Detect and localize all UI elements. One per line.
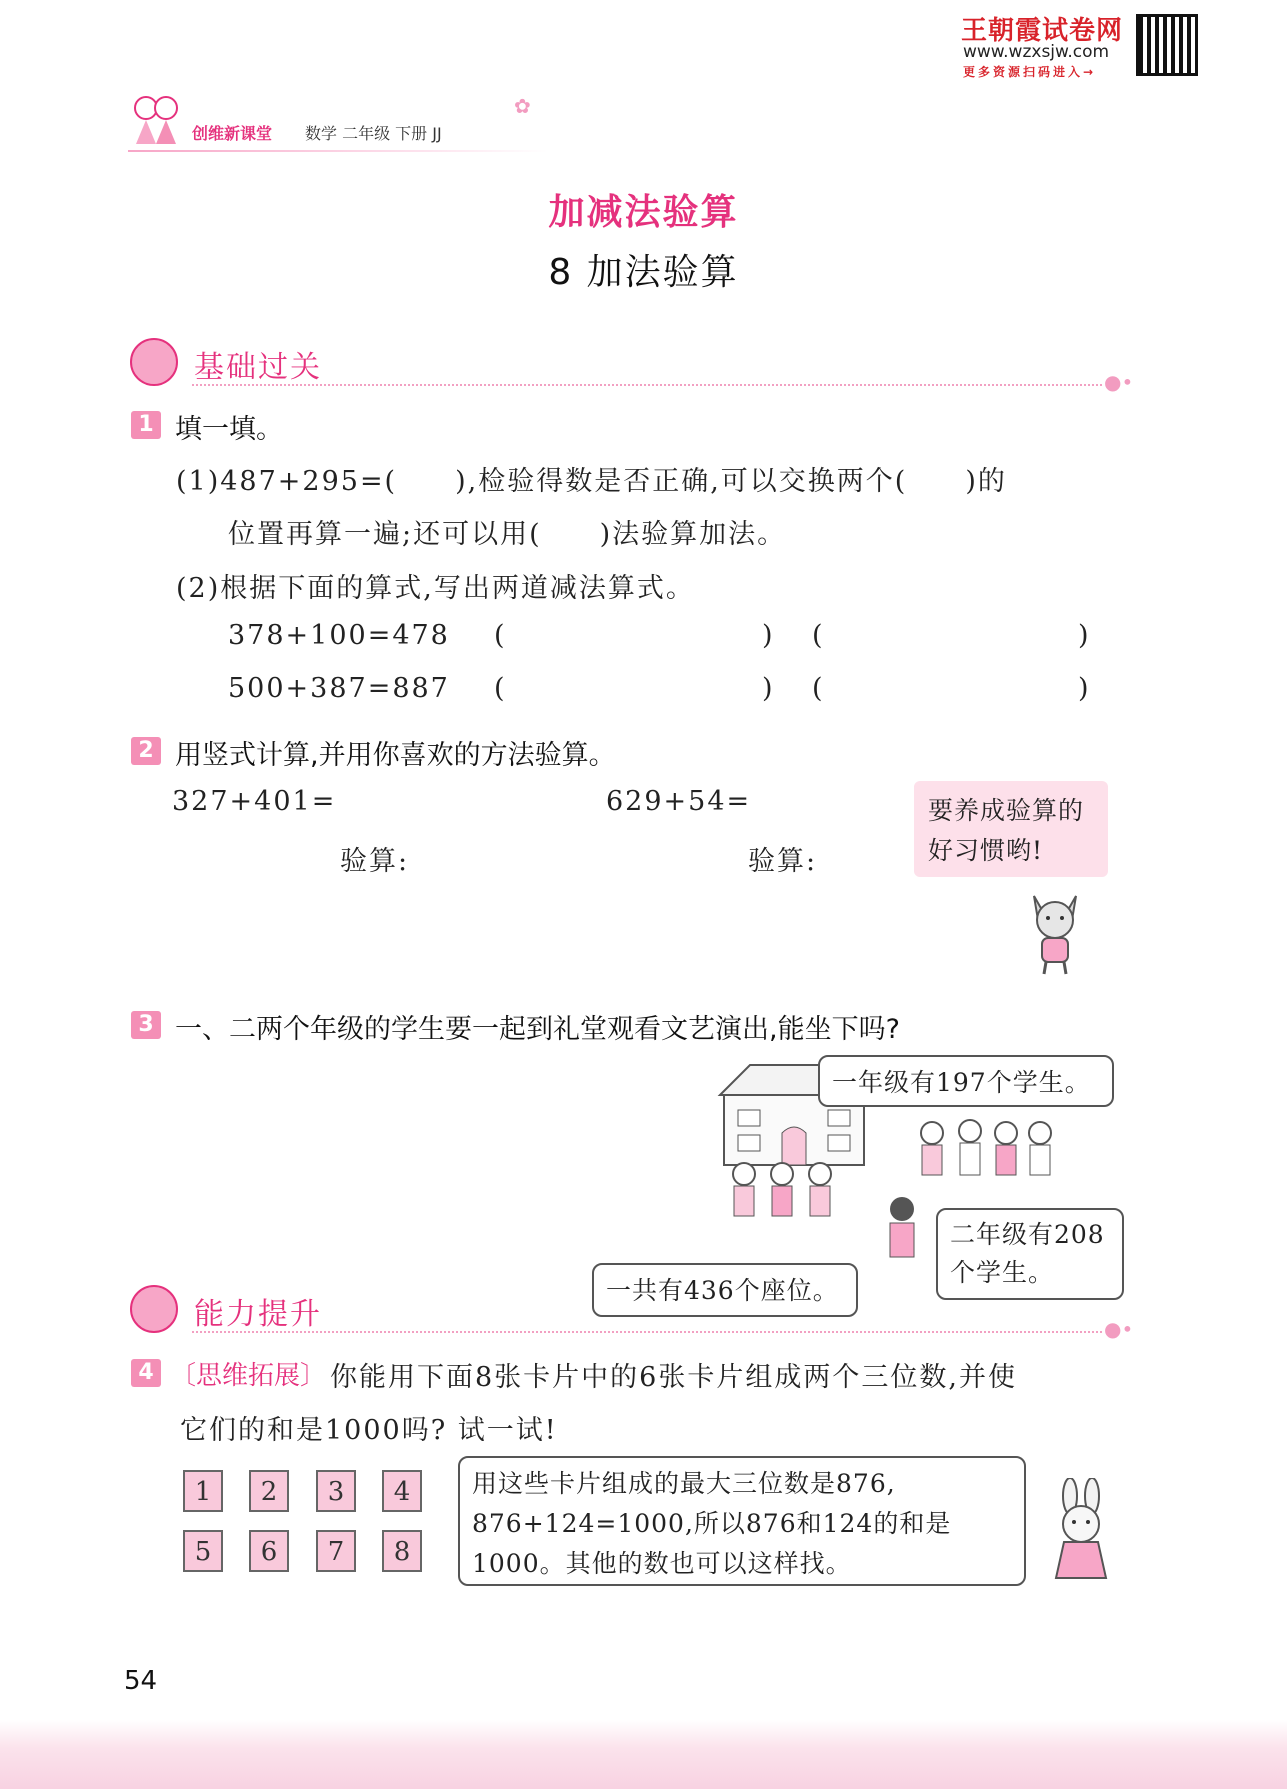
series-name: 创维新课堂 (192, 124, 273, 143)
footer-band (0, 1720, 1287, 1789)
watermark-title: 王朝霞试卷网 (961, 16, 1124, 46)
thinking-tag: 〔思维拓展〕 (170, 1361, 327, 1391)
seats-count: 一共有436个座位。 (606, 1276, 839, 1305)
kids-logo-icon (128, 92, 184, 152)
student-back-icon (880, 1195, 924, 1275)
number-card[interactable]: 1 (183, 1470, 223, 1512)
number-card[interactable]: 8 (382, 1530, 422, 1572)
equation-2: 500+387=887 (228, 673, 450, 704)
section-divider (192, 1331, 1102, 1333)
rabbit-character-icon (1046, 1478, 1116, 1588)
girl-avatar-icon (130, 338, 178, 386)
speech-bubble-seats (592, 1263, 858, 1317)
hint-line-2: 876+124=1000,所以876和124的和是 (472, 1509, 952, 1538)
section-advanced-title: 能力提升 (194, 1297, 322, 1332)
number-card[interactable]: 2 (249, 1470, 289, 1512)
cat-character-icon (1020, 884, 1090, 976)
q2-expression-2: 629+54= (606, 786, 752, 817)
speech-bubble-grade1 (818, 1055, 1114, 1107)
question-number: 4 (131, 1359, 161, 1387)
number-card[interactable]: 7 (316, 1530, 356, 1572)
q4-text-line1: 你能用下面8张卡片中的6张卡片组成两个三位数,并使 (330, 1362, 1017, 1393)
q1-part2: (2)根据下面的算式,写出两道减法算式。 (176, 573, 695, 604)
grade1-count: 一年级有197个学生。 (832, 1068, 1091, 1097)
question-number: 1 (131, 411, 161, 439)
tip-line-2: 好习惯哟! (928, 836, 1044, 865)
q4-text-line2: 它们的和是1000吗? 试一试! (180, 1415, 558, 1446)
section-divider (192, 384, 1102, 386)
answer-paren-open[interactable]: ( (494, 673, 507, 704)
students-group-icon (722, 1160, 842, 1240)
boy-avatar-icon (130, 1285, 178, 1333)
check-label: 验算: (340, 846, 410, 877)
book-info: 数学 二年级 下册 JJ (305, 124, 442, 143)
section-basic-title: 基础过关 (194, 350, 322, 385)
number-card[interactable]: 4 (382, 1470, 422, 1512)
watermark-url[interactable]: www.wzxsjw.com (963, 42, 1110, 62)
chapter-title: 加减法验算 (548, 192, 739, 233)
question-title: 一、二两个年级的学生要一起到礼堂观看文艺演出,能坐下吗? (175, 1014, 900, 1045)
watermark-subtitle: 更多资源扫码进入→ (963, 65, 1097, 79)
dots-icon: ●• (1104, 370, 1134, 394)
answer-paren-close[interactable]: ) (1078, 673, 1091, 704)
answer-paren-open[interactable]: ( (494, 620, 507, 651)
header-divider (128, 150, 548, 152)
q2-expression-1: 327+401= (172, 786, 337, 817)
answer-paren-open[interactable]: ( (812, 673, 825, 704)
tip-line-1: 要养成验算的 (928, 796, 1085, 825)
grade2-line-2: 个学生。 (950, 1258, 1055, 1287)
check-label: 验算: (748, 846, 818, 877)
answer-paren-close[interactable]: ) (762, 620, 775, 651)
q1-part1-line1: (1)487+295=( ),检验得数是否正确,可以交换两个( )的 (176, 466, 1007, 497)
speech-bubble-hint (458, 1456, 1026, 1586)
page-number: 54 (124, 1666, 158, 1696)
number-card[interactable]: 6 (249, 1530, 289, 1572)
number-card[interactable]: 3 (316, 1470, 356, 1512)
answer-paren-close[interactable]: ) (762, 673, 775, 704)
speech-bubble-grade2 (936, 1208, 1124, 1300)
question-title: 用竖式计算,并用你喜欢的方法验算。 (175, 740, 616, 771)
qr-code-icon[interactable] (1136, 14, 1198, 76)
answer-paren-close[interactable]: ) (1078, 620, 1091, 651)
grade2-line-1: 二年级有208 (950, 1220, 1105, 1249)
hint-line-3: 1000。其他的数也可以这样找。 (472, 1549, 852, 1578)
lesson-title: 8 加法验算 (548, 252, 739, 293)
flower-icon: ✿ (514, 94, 531, 118)
question-number: 3 (131, 1011, 161, 1039)
hint-line-1: 用这些卡片组成的最大三位数是876, (472, 1469, 896, 1498)
number-card[interactable]: 5 (183, 1530, 223, 1572)
q1-part1-line2: 位置再算一遍;还可以用( )法验算加法。 (228, 519, 787, 550)
equation-1: 378+100=478 (228, 620, 450, 651)
students-group-icon (912, 1115, 1062, 1205)
question-number: 2 (131, 737, 161, 765)
answer-paren-open[interactable]: ( (812, 620, 825, 651)
dots-icon: ●• (1104, 1317, 1134, 1341)
question-title: 填一填。 (175, 414, 283, 445)
speech-bubble-tip (914, 781, 1108, 877)
